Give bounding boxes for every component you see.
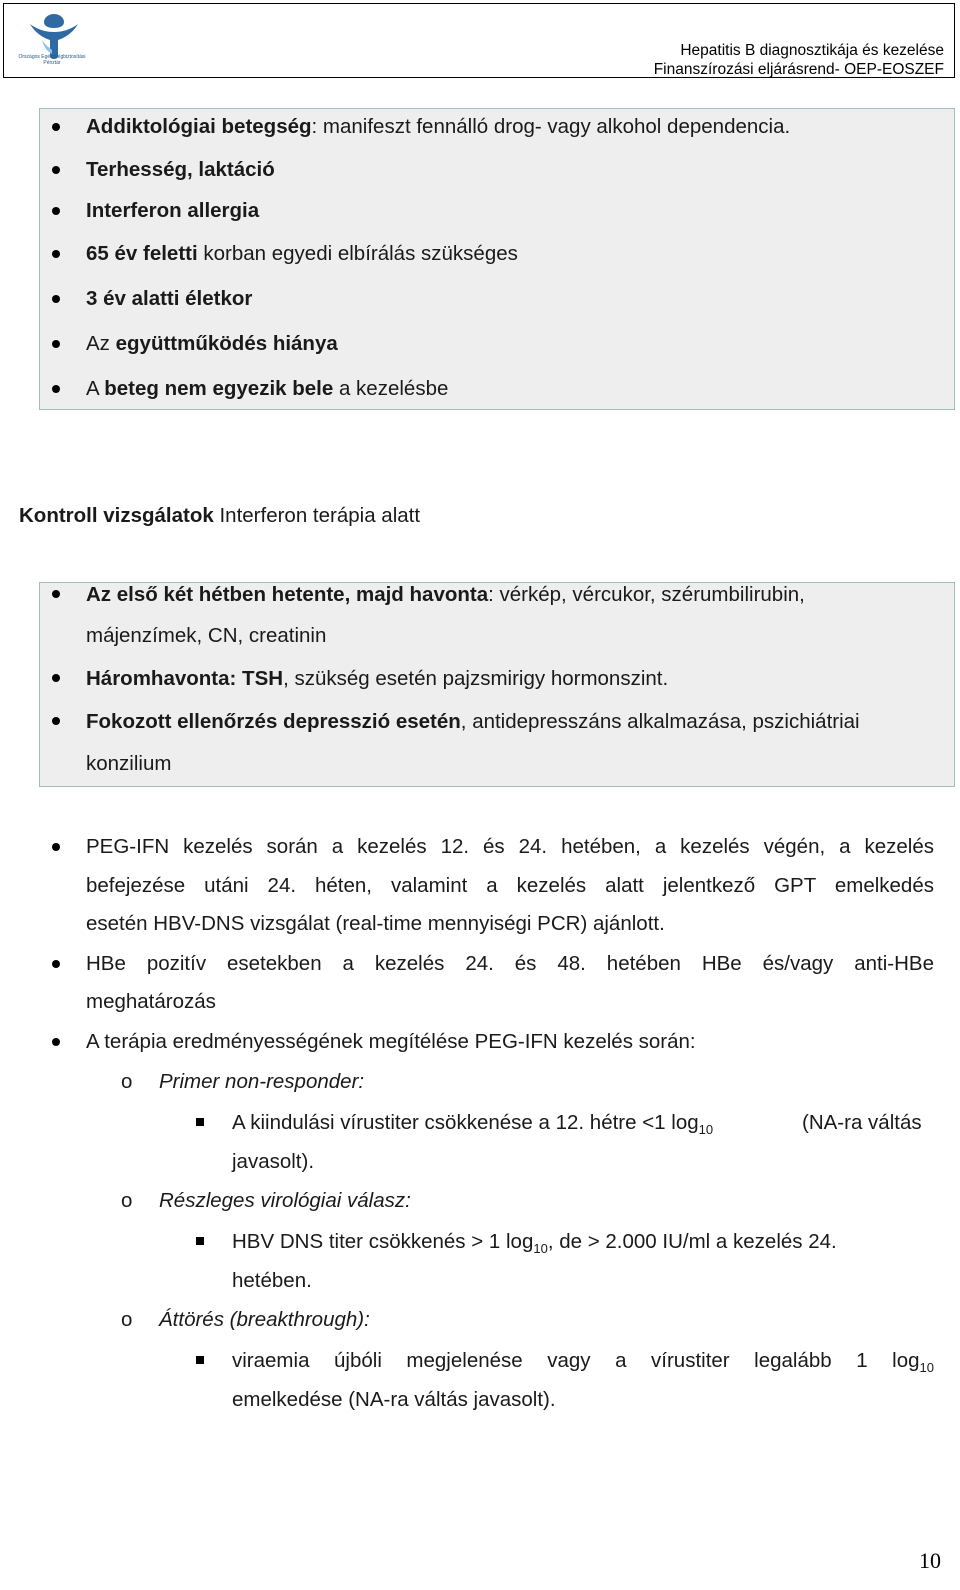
bullet-icon — [52, 590, 60, 598]
sub-item-text-continuation: javasolt). — [232, 1150, 315, 1173]
bullet-icon — [52, 843, 60, 851]
list-item-bold: Addiktológiai betegség — [86, 115, 312, 138]
list-item-bold: Az első két hétben hetente, majd havonta — [86, 583, 489, 606]
sub-item-text-continuation: hetében. — [232, 1269, 312, 1292]
sub-item-text: viraemia újbóli megjelenése vagy a vírustiter legalább 1 log — [232, 1349, 920, 1372]
page-header — [3, 3, 955, 78]
sub-item-title: Részleges virológiai válasz: — [159, 1189, 411, 1212]
list-item-text: , antidepresszáns alkalmazása, pszichiátriai — [460, 710, 860, 733]
sub-item-title: Áttörés (breakthrough): — [159, 1308, 370, 1331]
bullet-icon — [52, 960, 60, 968]
list-item-text: : manifeszt fennálló drog- vagy alkohol dependencia. — [311, 115, 791, 138]
square-bullet-icon — [196, 1118, 204, 1126]
list-item-bold: Terhesség, laktáció — [86, 158, 275, 181]
sub-item-title: Primer non-responder: — [159, 1070, 365, 1093]
bullet-icon — [52, 674, 60, 682]
bullet-icon — [52, 207, 60, 215]
list-item-bold: Háromhavonta: TSH — [86, 667, 284, 690]
paragraph-line: befejezése utáni 24. héten, valamint a kezelés alatt jelentkező GPT emelkedés — [86, 874, 934, 897]
list-item-bold: beteg nem egyezik bele — [104, 377, 334, 400]
logo-caption: Országos Egészségbiztosítási Pénztár — [18, 54, 86, 66]
circle-bullet: o — [121, 1070, 133, 1093]
list-item-text: a kezelésbe — [333, 377, 449, 400]
list-item-bold: 65 év feletti — [86, 242, 198, 265]
bullet-icon — [52, 166, 60, 174]
list-item-text: , szükség esetén pajzsmirigy hormonszint. — [283, 667, 669, 690]
bullet-icon — [52, 250, 60, 258]
subscript: 10 — [533, 1241, 548, 1256]
list-item-continuation: konzilium — [86, 752, 172, 775]
bullet-icon — [52, 385, 60, 393]
square-bullet-icon — [196, 1237, 204, 1245]
list-item-prefix: Az — [86, 332, 116, 355]
paragraph-line: esetén HBV-DNS vizsgálat (real-time mennyiségi PCR) ajánlott. — [86, 912, 665, 935]
circle-bullet: o — [121, 1308, 133, 1331]
section-heading-text: Interferon terápia alatt — [213, 504, 421, 527]
page-number: 10 — [919, 1548, 941, 1573]
bullet-icon — [52, 1038, 60, 1046]
paragraph-line: meghatározás — [86, 990, 216, 1013]
square-bullet-icon — [196, 1356, 204, 1364]
list-item-text: korban egyedi elbírálás szükséges — [197, 242, 518, 265]
header-title-line1: Hepatitis B diagnosztikája és kezelése — [680, 42, 944, 59]
sub-item-text-continuation: emelkedése (NA-ra váltás javasolt). — [232, 1388, 556, 1411]
section-heading — [19, 504, 420, 528]
bullet-icon — [52, 295, 60, 303]
list-item-text: : vérkép, vércukor, szérumbilirubin, — [488, 583, 805, 606]
paragraph-line: HBe pozitív esetekben a kezelés 24. és 48. hetében HBe és/vagy anti-HBe — [86, 952, 934, 975]
sub-item-text-end: , de > 2.000 IU/ml a kezelés 24. — [547, 1230, 837, 1253]
list-item-bold: 3 év alatti életkor — [86, 287, 253, 310]
sub-item-text: HBV DNS titer csökkenés > 1 log — [232, 1230, 534, 1253]
header-title-line2: Finanszírozási eljárásrend- OEP-EOSZEF — [653, 61, 944, 78]
list-item-continuation: májenzímek, CN, creatinin — [86, 624, 327, 647]
list-item-bold: együttműködés hiánya — [115, 332, 338, 355]
list-item-bold: Fokozott ellenőrzés depresszió esetén — [86, 710, 461, 733]
sub-item-text: A kiindulási vírustiter csökkenése a 12. hétre <1 log — [232, 1111, 699, 1134]
list-item-prefix: A — [86, 377, 105, 400]
bullet-icon — [52, 123, 60, 131]
subscript: 10 — [698, 1122, 714, 1137]
paragraph-line: PEG-IFN kezelés során a kezelés 12. és 24. hetében, a kezelés végén, a kezelés — [86, 835, 934, 858]
circle-bullet: o — [121, 1189, 133, 1212]
list-item-bold: Interferon allergia — [86, 199, 260, 222]
paragraph-line: A terápia eredményességének megítélése PEG-IFN kezelés során: — [86, 1030, 696, 1053]
subscript: 10 — [919, 1360, 934, 1375]
section-heading-bold: Kontroll vizsgálatok — [19, 504, 214, 527]
bullet-icon — [52, 340, 60, 348]
sub-item-text-end: (NA-ra váltás — [802, 1111, 922, 1134]
bullet-icon — [52, 717, 60, 725]
header-title — [654, 41, 944, 79]
